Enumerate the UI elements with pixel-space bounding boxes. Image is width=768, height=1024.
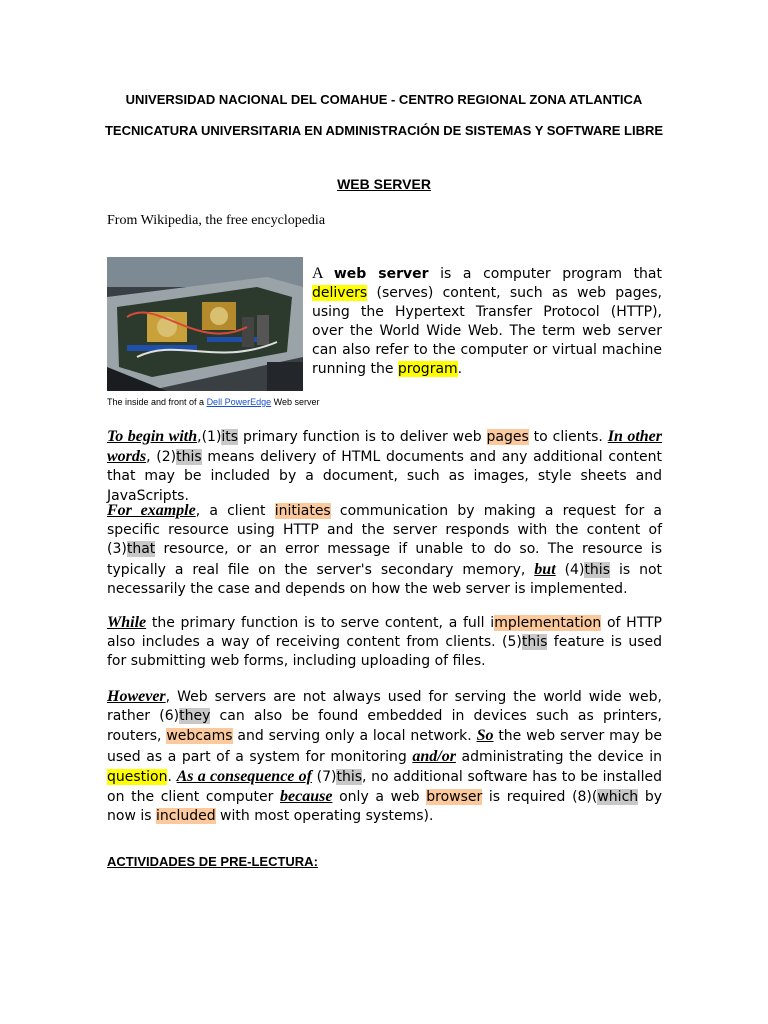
- document-title: WEB SERVER: [337, 176, 431, 192]
- figure-caption: [107, 397, 319, 407]
- linker-however: However: [107, 688, 166, 705]
- highlight-question: question: [107, 768, 168, 785]
- paragraph-2: [107, 501, 662, 599]
- linker-for-example: For example: [107, 502, 196, 519]
- linker-and-or: and/or: [412, 747, 456, 765]
- text-run: of HTTP also includes a way of receiving content from clients. (5): [107, 615, 662, 651]
- linker-so: So: [476, 727, 494, 745]
- highlight-implementation: mplementation: [494, 615, 602, 631]
- text-run: to clients.: [528, 429, 608, 445]
- text-run: , no additional software has to be installed on the client computer: [107, 768, 663, 806]
- source-line: From Wikipedia, the free encyclopedia: [107, 213, 326, 228]
- highlight-program: program: [397, 361, 458, 377]
- reference-this-2: this: [176, 449, 202, 466]
- highlight-delivers: delivers: [312, 285, 368, 301]
- highlight-webcams: webcams: [166, 728, 233, 745]
- server-photo: [107, 257, 303, 391]
- text-run: is not necessarily the case and depends on how the web server is implemented.: [107, 561, 663, 597]
- institution-heading: UNIVERSIDAD NACIONAL DEL COMAHUE - CENTRO REGIONAL ZONA ATLANTICA: [125, 92, 643, 107]
- paragraph-1: [107, 427, 662, 506]
- text-run: resource, or an error message if unable to do so. The resource is typically a real file on the server's secondary memory,: [107, 541, 662, 578]
- text-run: means delivery of HTML documents and any additional content that may be included by a document, such as images, style sheets and JavaScripts.: [107, 449, 663, 504]
- text-run: feature is used for submitting web forms, including uploading of files.: [107, 634, 662, 670]
- reference-that-3: that: [126, 541, 156, 558]
- linker-as-a-consequence-of: As a consequence of: [176, 767, 312, 785]
- program-heading: TECNICATURA UNIVERSITARIA EN ADMINISTRACIÓN DE SISTEMAS Y SOFTWARE LIBRE: [104, 123, 664, 138]
- reference-which-8: which: [597, 789, 639, 806]
- text-run: only a web: [332, 789, 427, 806]
- text-run: the web server may be used as a part of a system for monitoring: [107, 728, 662, 765]
- server-photo-image: [107, 257, 303, 391]
- reference-its: its: [221, 429, 239, 445]
- reference-they-6: they: [179, 708, 211, 725]
- dell-poweredge-link[interactable]: Dell PowerEdge: [206, 397, 272, 407]
- linker-in-other-words: In other words: [107, 428, 662, 466]
- highlight-browser: browser: [426, 789, 483, 806]
- text-run: , (2): [146, 449, 177, 466]
- text-run: is required (8)(: [482, 789, 598, 806]
- text-run: (serves) content, such as web pages, using the Hypertext Transfer Protocol (HTTP), over the World Wide Web. The term web server can also refer to the computer or virtual machine running the: [312, 285, 662, 377]
- linker-while: While: [107, 614, 147, 631]
- text-run: (4): [555, 561, 585, 578]
- caption-text-end: Web server: [271, 397, 320, 407]
- intro-term: web server: [333, 266, 429, 282]
- text-run: by now is: [107, 789, 662, 825]
- text-run: .: [167, 768, 177, 785]
- text-run: (7): [311, 768, 337, 785]
- intro-paragraph: [312, 264, 662, 379]
- text-run: is a computer program that: [428, 266, 662, 282]
- linker-because: because: [280, 788, 333, 806]
- text-run: can also be found embedded in devices such as printers, routers,: [107, 708, 662, 745]
- paragraph-4: [107, 687, 662, 826]
- text-run: the primary function is to serve content, a full i: [146, 615, 495, 631]
- activities-heading: ACTIVIDADES DE PRE-LECTURA:: [107, 854, 318, 869]
- highlight-initiates: initiates: [274, 503, 331, 519]
- text-run: with most operating systems).: [215, 808, 434, 825]
- intro-article: A: [312, 265, 334, 282]
- linker-but: but: [534, 560, 556, 578]
- linker-to-begin-with: To begin with: [107, 428, 198, 445]
- reference-this-7: this: [336, 768, 363, 785]
- highlight-included: included: [155, 808, 216, 825]
- text-run: primary function is to deliver web: [238, 429, 487, 445]
- text-run: .: [457, 361, 463, 377]
- text-run: , Web servers are not always used for serving the world wide web, rather (6): [107, 689, 662, 725]
- reference-this-5: this: [521, 634, 548, 651]
- text-run: ,(1): [197, 429, 222, 445]
- text-run: and serving only a local network.: [232, 728, 477, 745]
- paragraph-3: [107, 613, 662, 672]
- caption-text: The inside and front of a: [107, 397, 207, 407]
- highlight-pages: pages: [486, 429, 529, 445]
- text-run: administrating the device in: [455, 748, 662, 765]
- text-run: , a client: [195, 503, 275, 519]
- text-run: communication by making a request for a specific resource using HTTP and the server responds with the content of (3): [107, 503, 662, 558]
- reference-this-4: this: [584, 561, 610, 578]
